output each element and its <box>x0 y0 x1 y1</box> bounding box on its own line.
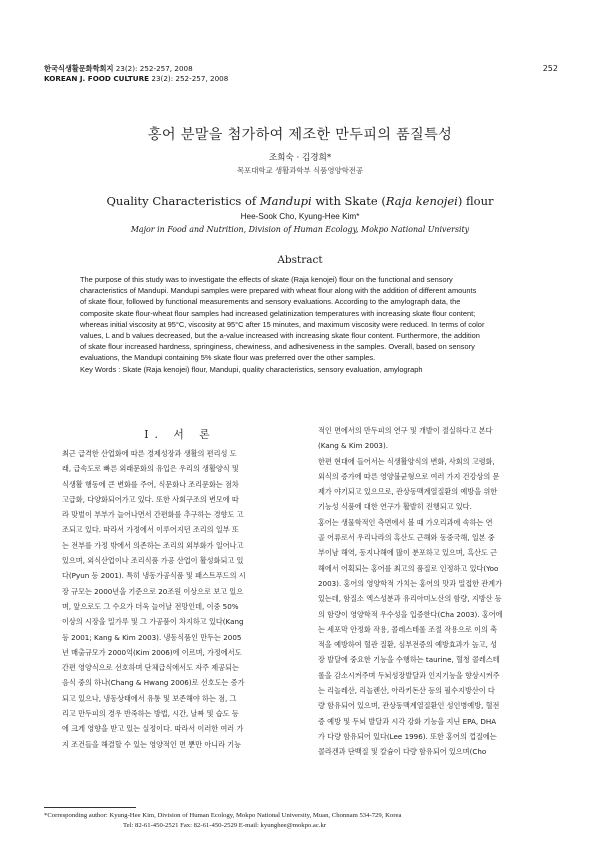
abstract-heading: Abstract <box>277 254 323 266</box>
body-line: 최근 급격한 산업화에 따른 경제성장과 생활의 편리성 도 <box>62 449 237 458</box>
affiliation-kr: 목포대학교 생활과학부 식품영양학전공 <box>236 166 364 175</box>
authors-kr: 조희숙 · 김경희* <box>268 153 332 163</box>
left-column <box>62 423 298 752</box>
body-line: 제가 야기되고 있으므로, 관상동맥계열질환의 예방을 위한 <box>318 487 498 497</box>
abstract-line: whereas initial viscosity at 95°C, viscosity at 95°C after 15 minutes, and maximum viscosity were reduced. In terms of color <box>80 319 485 329</box>
body-line: 한편 현대에 들어서는 식생활양식의 변화, 사회의 고령화, <box>318 456 495 466</box>
abstract-line: characteristics of Mandupi. Mandupi samples were prepared with wheat flour along with the addition of different amounts <box>80 286 477 296</box>
paper-title-kr: 홍어 분말을 첨가하여 제조한 만두피의 품질특성 <box>147 127 453 143</box>
page-number: 252 <box>542 64 558 73</box>
abstract-line: evaluations, the Mandupi containing 5% skate flour was preferred over the other samples. <box>80 353 376 363</box>
footnote-contact-line: Tel: 82-61-450-2521 Fax: 82-61-450-2529 E-mail: kyunghee@mokpo.ac.kr <box>123 822 327 829</box>
body-line: (Kang & Kim 2003). <box>318 441 389 451</box>
body-line: 래, 급속도로 빠른 외래문화의 유입은 우리의 생활양식 및 <box>62 464 239 474</box>
body-line: 간편 영양식으로 선호하며 단체급식에서도 자주 제공되는 <box>62 663 239 673</box>
body-line: 있으며, 외식산업이나 조리식품 가공 산업이 활성화되고 있 <box>62 556 244 566</box>
body-line: 골 어류로서 우리나라의 흑산도 근해와 동중국해, 일본 중 <box>318 533 495 543</box>
corresponding-author-footnote <box>44 811 564 831</box>
body-line: 량 함유되어 있으며, 관상동맥계열질환인 성인병예방, 혈전 <box>318 701 500 711</box>
body-line: 되고 있으나, 냉동상태에서 유통 및 보존해야 하는 점, 그 <box>62 693 237 703</box>
title-en-suffix: ) flour <box>457 194 494 208</box>
body-line: 콜라겐과 단백질 및 칼슘이 다량 함유되어 있으며(Cho <box>318 747 487 757</box>
journal-volume-kr: 23(2): 252-257, 2008 <box>115 64 193 73</box>
abstract-line: The purpose of this study was to investigate the effects of skate (Raja kenojei) flour on the functional and sensory <box>80 275 453 284</box>
title-en-prefix: Quality Characteristics of <box>106 194 260 208</box>
section-heading-introduction: I. 서 론 <box>144 428 216 441</box>
right-column <box>318 423 554 760</box>
body-line: 롤을 감소시켜주며 두뇌성장발달과 인지기능을 향상시켜주 <box>318 670 500 680</box>
body-line: 적을 예방하여 혈관 질환, 심부전증의 예방효과가 높고, 성 <box>318 640 498 650</box>
body-line: 의 함량이 영양학적 우수성을 입증한다(Cha 2003). 홍어에 <box>318 609 503 619</box>
body-line: 며, 앞으로도 그 수요가 더욱 늘어날 전망인데, 이중 50% <box>62 601 239 611</box>
paper-title-en <box>0 194 600 208</box>
body-line: 부이남 해역, 동지나해에 많이 분포하고 있으며, 흑산도 근 <box>318 548 498 558</box>
body-line: 이상의 시장을 밀가루 및 그 가공품이 차지하고 있다(Kang <box>62 617 244 627</box>
body-line: 리고 만두피의 경우 반죽하는 방법, 시간, 날짜 및 습도 등 <box>62 709 239 719</box>
abstract-line: of skate flour, followed by functional measurements and sensory evaluations. According to the amylograph data, the <box>80 297 461 307</box>
body-line: 식생활 행동에 큰 변화를 주어, 식문화나 조리문화는 점차 <box>62 479 239 489</box>
body-line: 증 예방 및 두뇌 발달과 시각 강화 기능을 지닌 EPA, DHA <box>318 716 497 726</box>
abstract-body <box>80 274 527 375</box>
abstract-line: of skate flour increased hardness, springiness, chewiness, and adhesiveness in the samples. Overall, based on sensory <box>80 342 475 352</box>
body-line: 년 매출규모가 2000억(Kim 2006)에 이르며, 가정에서도 <box>62 647 242 657</box>
body-line: 기능성 식품에 대한 연구가 활발히 진행되고 있다. <box>318 502 472 512</box>
body-line: 장 발달에 중요한 기능을 수행하는 taurine, 혈청 콜레스테 <box>318 655 500 665</box>
journal-name-kr: 한국식생활문화학회지 <box>44 64 114 73</box>
body-line: 장 규모는 2000년을 기준으로 20조원 이상으로 보고 있으 <box>62 586 244 596</box>
body-line: 있는데, 함질소 엑스성분과 유리아미노산의 함량, 지방산 등 <box>318 594 502 604</box>
body-line: 적인 면에서의 만두피의 연구 및 개발이 절실하다고 본다 <box>318 426 493 435</box>
body-line: 에 크게 영향을 받고 있는 실정이다. 따라서 이러한 여러 가 <box>62 724 244 734</box>
journal-name-en: KOREAN J. FOOD CULTURE <box>44 74 150 83</box>
body-line: 해에서 어획되는 홍어를 최고의 품질로 인정하고 있다(Yoo <box>318 563 499 573</box>
footnote-line: *Corresponding author: Kyung-Hee Kim, Division of Human Ecology, Mokpo National University, Muan, Chonnam 534-729, Korea <box>44 812 402 819</box>
body-line: 는 세포막 안정화 작용, 콜레스테롤 조절 작용으로 이의 축 <box>318 624 498 634</box>
body-line: 는 전부를 가정 밖에서 의존하는 조리의 외부화가 일어나고 <box>62 540 244 550</box>
body-line: 는 리놀레산, 리놀렌산, 아라키돈산 등의 필수지방산이 다 <box>318 686 495 696</box>
body-line: 2003). 홍어의 영양학적 가치는 홍어의 맛과 밀접한 관계가 <box>318 578 502 588</box>
body-line: 가 다량 함유되어 있다(Lee 1996). 또한 홍어의 껍질에는 <box>318 731 497 741</box>
affiliation-en: Major in Food and Nutrition, Division of Human Ecology, Mokpo National University <box>130 225 470 234</box>
journal-line-kr <box>44 64 558 74</box>
title-en-middle: with Skate ( <box>311 194 386 208</box>
footnote-divider <box>44 807 136 808</box>
abstract-line: values, L and b values decreased, but the a-value increased with increasing skate flour content. Furthermore, the addition <box>80 330 480 340</box>
body-line: 등 2001; Kang & Kim 2003). 냉동식품인 만두는 2005 <box>62 632 242 642</box>
journal-header <box>44 64 558 84</box>
body-line: 라 맞벌이 부부가 늘어나면서 간편화를 추구하는 경향도 고 <box>62 510 244 520</box>
body-line: 고급화, 다양화되어가고 있다. 또한 사회구조의 변모에 따 <box>62 494 239 504</box>
body-line: 조되고 있다. 따라서 가정에서 이루어지던 조리의 일부 또 <box>62 525 239 535</box>
title-en-species: Raja kenojei <box>385 194 458 208</box>
body-line: 홍어는 생물학적인 측면에서 볼 때 가오리과에 속하는 연 <box>318 517 493 527</box>
journal-volume-en: 23(2): 252-257, 2008 <box>151 74 229 83</box>
journal-line-en <box>44 74 558 84</box>
keywords-line: Key Words : Skate (Raja kenojei) flour, Mandupi, quality characteristics, sensory evaluation, amylograph <box>80 364 423 374</box>
body-line: 다(Pyun 등 2001). 특히 냉동가공식품 및 패스트푸드의 시 <box>62 571 246 581</box>
body-line: 음식 중의 하나(Chang & Hwang 2006)로 선호도는 증가 <box>62 678 245 688</box>
authors-en: Hee-Sook Cho, Kyung-Hee Kim* <box>240 212 360 221</box>
body-line: 지 조건들을 해결할 수 있는 영양적인 면 뿐만 아니라 기능 <box>62 739 242 749</box>
abstract-line: composite skate flour-wheat flour samples had increased gelatinization temperatures with increasing skate flour content; <box>80 308 476 318</box>
title-en-mandupi: Mandupi <box>259 194 312 208</box>
body-line: 외식의 증가에 따른 영양불균형으로 여러 가지 건강상의 문 <box>318 471 500 481</box>
